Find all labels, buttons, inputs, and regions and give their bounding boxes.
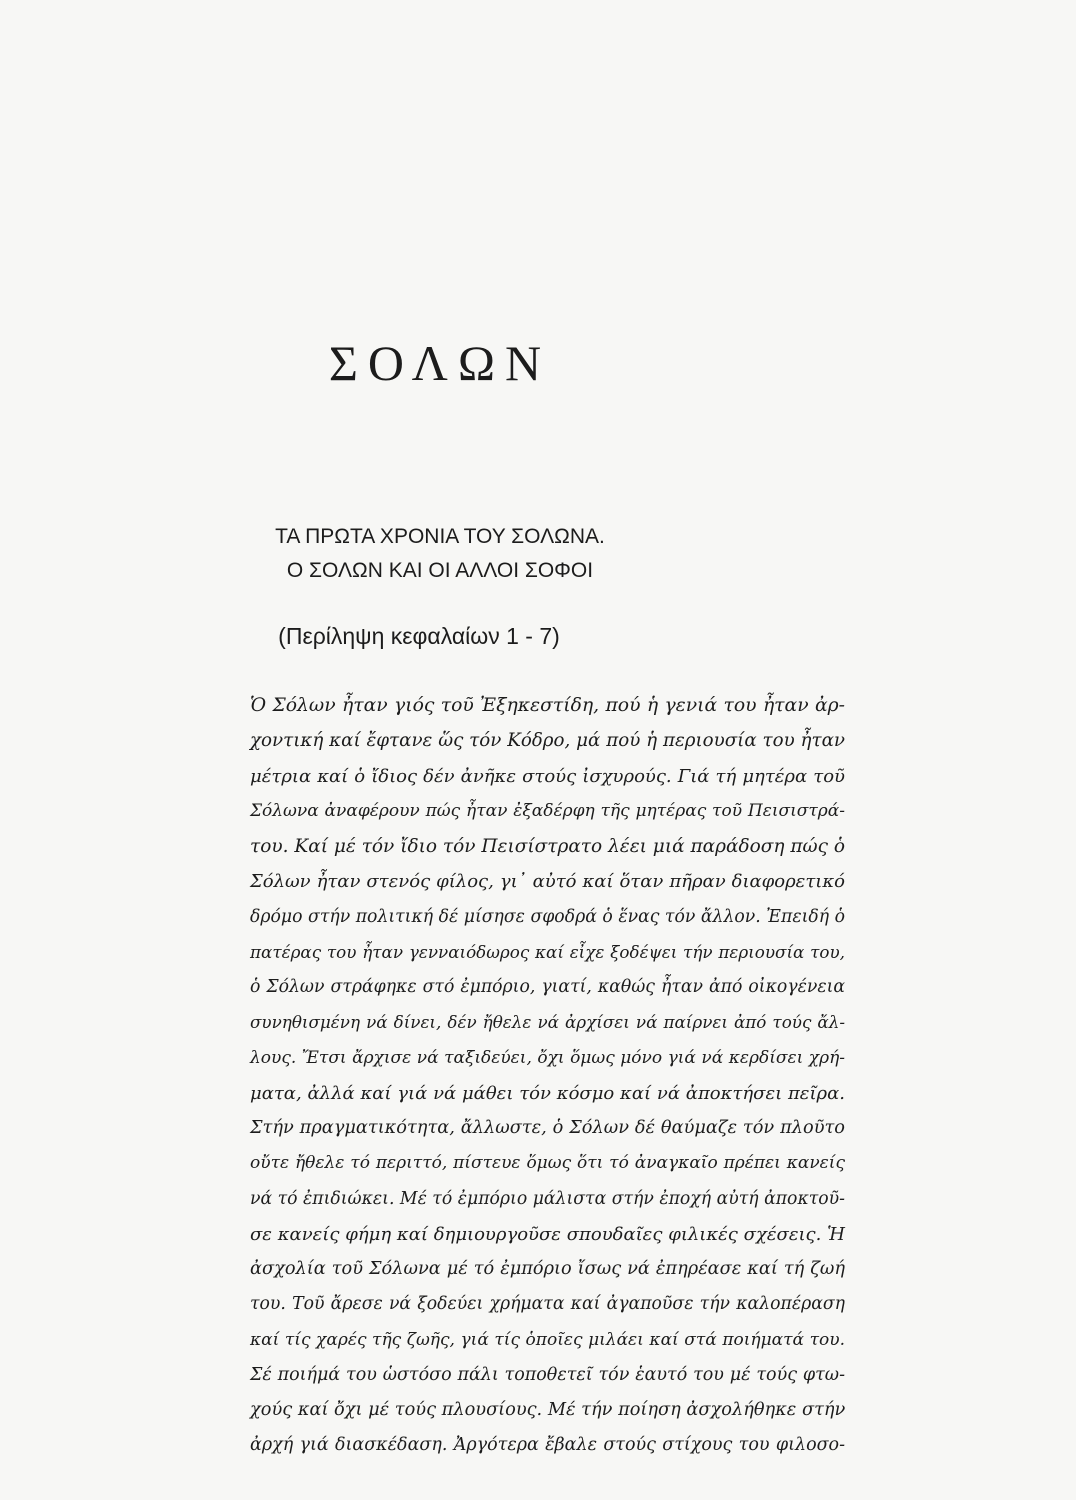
text-line: καί τίς χαρές τῆς ζωῆς, γιά τίς ὁποῖες μιλάει καί στά ποιήματά του. xyxy=(250,1329,845,1350)
chapter-summary-note: (Περίληψη κεφαλαίων 1 - 7) xyxy=(278,623,560,649)
text-line: σε κανείς φήμη καί δημιουργοῦσε σπουδαῖες φιλικές σχέσεις. Ἡ xyxy=(250,1223,845,1245)
text-line: μέτρια καί ὁ ἴδιος δέν ἀνῆκε στούς ἰσχυρούς. Γιά τή μητέρα τοῦ xyxy=(250,765,845,787)
section-heading-line-1: ΤΑ ΠΡΩΤΑ ΧΡΟΝΙΑ ΤΟΥ ΣΟΛΩΝΑ. xyxy=(275,525,605,548)
text-line: λους. Ἔτσι ἄρχισε νά ταξιδεύει, ὄχι ὅμως μόνο γιά νά κερδίσει χρή- xyxy=(250,1047,845,1068)
text-line: ὁ Σόλων στράφηκε στό ἐμπόριο, γιατί, καθώς ἦταν ἀπό οἰκογένεια xyxy=(250,977,845,997)
section-heading-line-2: Ο ΣΟΛΩΝ ΚΑΙ ΟΙ ΑΛΛΟΙ ΣΟΦΟΙ xyxy=(286,559,594,582)
text-line: Σέ ποιήμά του ὡστόσο πάλι τοποθετεῖ τόν ἑαυτό του μέ τούς φτω- xyxy=(250,1364,845,1385)
text-line: Στήν πραγματικότητα, ἄλλωστε, ὁ Σόλων δέ θαύμαζε τόν πλοῦτο xyxy=(250,1118,845,1138)
text-line: ἀρχή γιά διασκέδαση. Ἀργότερα ἔβαλε στούς στίχους του φιλοσο- xyxy=(250,1435,845,1456)
text-line: χοντική καί ἔφτανε ὥς τόν Κόδρο, μά πού ἡ περιουσία του ἦταν xyxy=(250,730,845,752)
text-line: πατέρας του ἦταν γενναιόδωρος καί εἶχε ξοδέψει τήν περιουσία του, xyxy=(250,941,845,962)
text-line: ἀσχολία τοῦ Σόλωνα μέ τό ἐμπόριο ἴσως νά ἐπηρέασε καί τή ζωή xyxy=(250,1259,845,1279)
text-line: Σόλωνα ἀναφέρουν πώς ἦταν ἐξαδέρφη τῆς μητέρας τοῦ Πεισιστρά- xyxy=(250,800,845,821)
text-line: νά τό ἐπιδιώκει. Μέ τό ἐμπόριο μάλιστα στήν ἐποχή αὐτή ἀποκτοῦ- xyxy=(250,1188,845,1209)
text-line: συνηθισμένη νά δίνει, δέν ἤθελε νά ἀρχίσει νά παίρνει ἀπό τούς ἄλ- xyxy=(250,1012,845,1033)
text-line: ματα, ἀλλά καί γιά νά μάθει τόν κόσμο καί νά ἀποκτήσει πεῖρα. xyxy=(250,1082,845,1104)
text-line: του. Καί μέ τόν ἴδιο τόν Πεισίστρατο λέει μιά παράδοση πώς ὁ xyxy=(250,836,845,857)
text-line: δρόμο στήν πολιτική δέ μίσησε σφοδρά ὁ ἕνας τόν ἄλλον. Ἐπειδή ὁ xyxy=(250,906,845,927)
chapter-title: ΣΟΛΩΝ xyxy=(328,335,552,391)
text-line: Ὁ Σόλων ἦταν γιός τοῦ Ἐξηκεστίδη, πού ἡ γενιά του ἦταν ἀρ- xyxy=(250,695,845,716)
body-paragraph xyxy=(250,688,845,1464)
text-line: Σόλων ἦταν στενός φίλος, γι᾽ αὐτό καί ὅταν πῆραν διαφορετικό xyxy=(250,871,845,893)
text-line: του. Τοῦ ἄρεσε νά ξοδεύει χρήματα καί ἀγαποῦσε τήν καλοπέραση xyxy=(250,1294,845,1315)
text-line: οὔτε ἤθελε τό περιττό, πίστευε ὅμως ὅτι τό ἀναγκαῖο πρέπει κανείς xyxy=(250,1153,845,1174)
text-line: χούς καί ὄχι μέ τούς πλουσίους. Μέ τήν ποίηση ἀσχολήθηκε στήν xyxy=(250,1400,846,1420)
